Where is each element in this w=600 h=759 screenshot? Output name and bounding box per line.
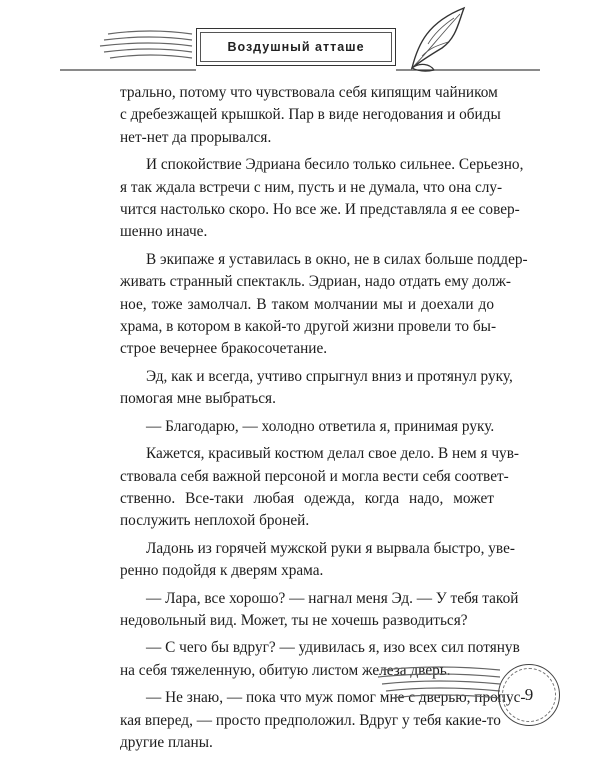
- text-line: другие планы.: [120, 733, 213, 751]
- text-line: строе вечернее бракосочетание.: [120, 340, 328, 358]
- paragraph: [120, 154, 524, 244]
- text-line: кая вперед, — просто предположил. Вдруг у тебя какие-то: [120, 711, 501, 729]
- paragraph: [120, 82, 501, 149]
- paragraph: [120, 249, 528, 361]
- text-line: храма, в котором в какой-то другой жизни провели то бы-: [120, 318, 497, 336]
- text-line: ренно подойдя к дверям храма.: [120, 562, 324, 580]
- running-header: [0, 0, 600, 80]
- text-line: с дребезжащей крышкой. Пар в виде негодования и обиды: [120, 106, 501, 124]
- text-line: И спокойствие Эдриана бесило только сильнее. Серьезно,: [146, 156, 524, 174]
- text-line: помогая мне выбраться.: [120, 390, 276, 408]
- paragraph: [120, 538, 515, 583]
- text-line: — Лара, все хорошо? — нагнал меня Эд. — У тебя такой: [146, 589, 519, 607]
- book-title: Воздушный атташе: [227, 40, 365, 54]
- text-line: ное, тоже замолчал. В таком молчании мы и доехали до: [120, 295, 494, 313]
- text-line: — Не знаю, — пока что муж помог мне с дверью, пропус-: [146, 689, 526, 707]
- page-number: 9: [524, 685, 534, 704]
- text-line: чится настолько скоро. Но все же. И представляла я ее совер-: [120, 201, 520, 219]
- text-line: Эд, как и всегда, учтиво спрыгнул вниз и протянул руку,: [146, 367, 513, 385]
- text-line: недовольный вид. Может, ты не хочешь разводиться?: [120, 611, 468, 629]
- text-line: Ладонь из горячей мужской руки я вырвала быстро, уве-: [146, 539, 515, 557]
- text-line: трально, потому что чувствовала себя кипящим чайником: [120, 84, 498, 101]
- text-line: на себя тяжеленную, обитую листом железа дверь.: [120, 661, 451, 679]
- text-line: — С чего бы вдруг? — удивилась я, изо всех сил потянув: [146, 639, 520, 657]
- text-line: В экипаже я уставилась в окно, не в силах больше поддер-: [146, 250, 528, 268]
- text-line: — Благодарю, — холодно ответила я, принимая руку.: [146, 417, 495, 435]
- text-line: ственно. Все-таки любая одежда, когда надо, может: [120, 489, 494, 507]
- header-banner: [196, 28, 396, 66]
- text-line: я так ждала встречи с ним, пусть и не думала, что она слу-: [120, 178, 503, 196]
- postmark-lines-decoration: [378, 656, 508, 716]
- paragraph: [120, 443, 520, 533]
- text-line: шенно иначе.: [120, 223, 208, 241]
- text-line: послужить неплохой броней.: [120, 512, 310, 530]
- butterfly-wing-icon: [408, 4, 470, 74]
- text-line: живать странный спектакль. Эдриан, надо отдать ему долж-: [120, 273, 512, 291]
- paragraph: [120, 588, 519, 633]
- text-line: Кажется, красивый костюм делал свое дело. В нем я чув-: [146, 445, 520, 463]
- paragraph: [120, 416, 494, 438]
- text-line: нет-нет да прорывался.: [120, 128, 272, 146]
- text-line: ствовала себя важной персоной и могла вести себя соответ-: [120, 467, 509, 485]
- page-number-stamp: [498, 664, 560, 726]
- paragraph: [120, 366, 513, 411]
